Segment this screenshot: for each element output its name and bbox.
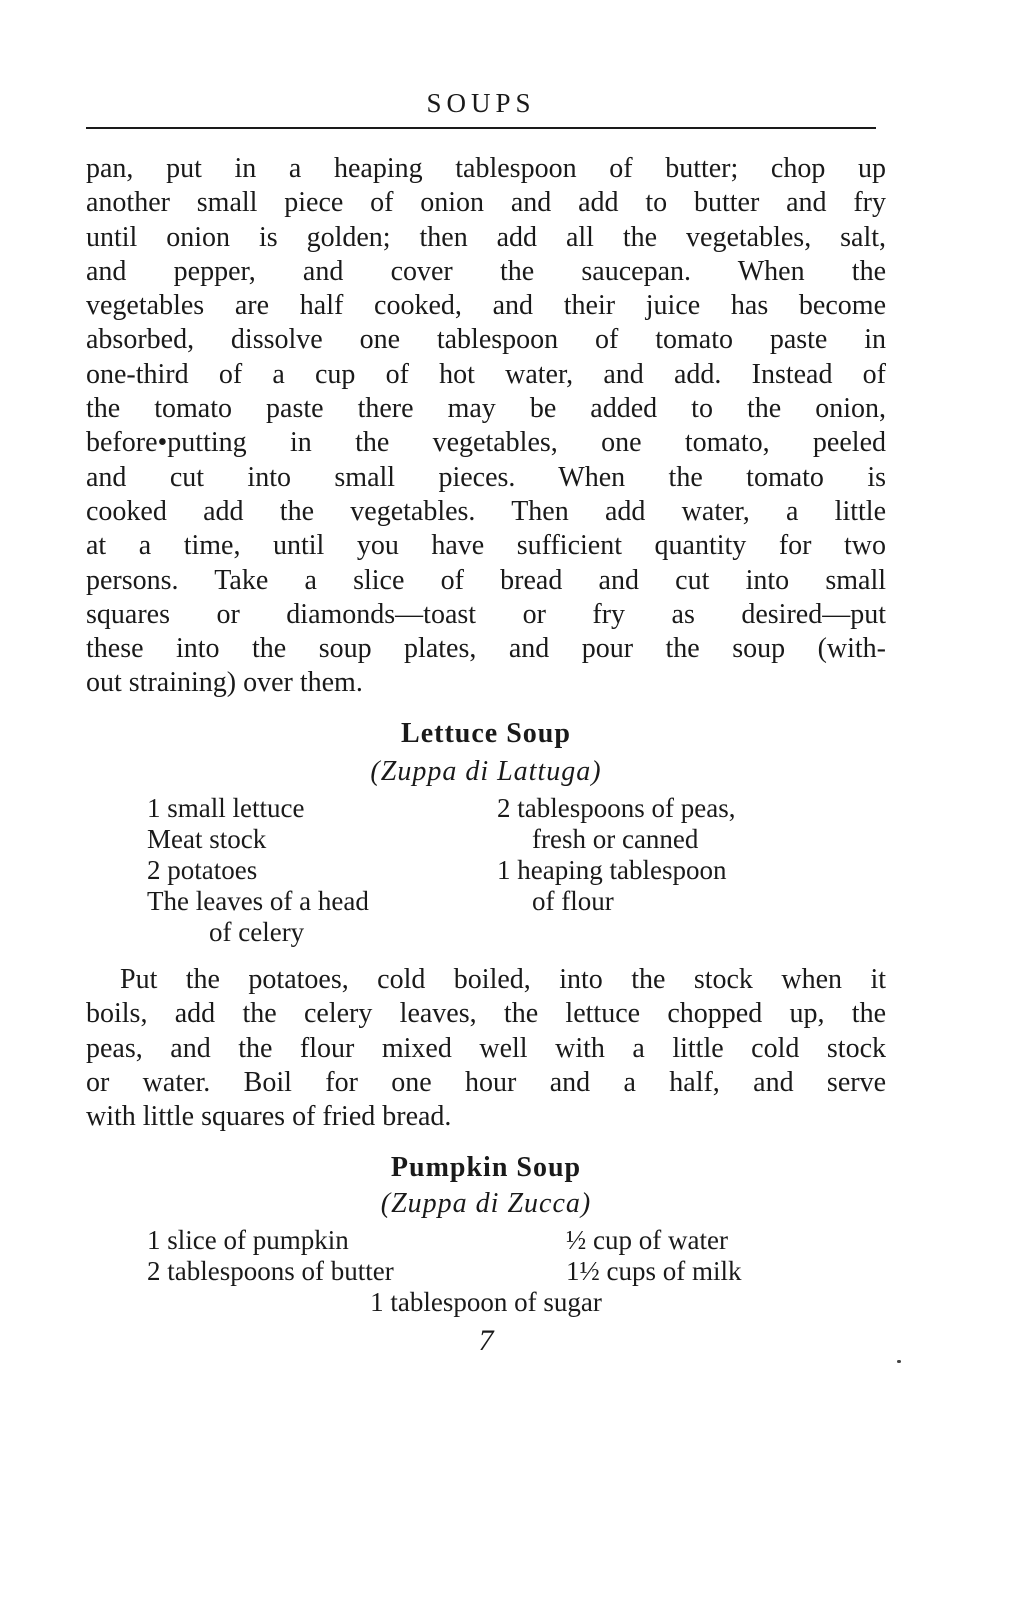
ingredient: 1½ cups of milk: [566, 1256, 742, 1286]
text-line: cooked add the vegetables. Then add water, a little: [86, 495, 886, 527]
text-line: out straining) over them.: [86, 667, 363, 699]
text-line: peas, and the flour mixed well with a little cold stock: [86, 1032, 886, 1064]
text-line: and cut into small pieces. When the tomato is: [86, 461, 886, 493]
text-line: until onion is golden; then add all the vegetables, salt,: [86, 221, 886, 253]
ingredient: 1 tablespoon of sugar: [370, 1287, 602, 1317]
text-line: vegetables are half cooked, and their juice has become: [86, 290, 886, 322]
pumpkin-soup-title: Pumpkin Soup: [390, 1152, 582, 1183]
ingredient: 1 small lettuce: [147, 793, 305, 823]
lettuce-soup-italian-title: (Zuppa di Lattuga): [370, 756, 602, 787]
ingredient: 2 tablespoons of butter: [147, 1256, 394, 1286]
pumpkin-ingredients-right: [566, 1225, 742, 1287]
lettuce-soup-directions: [86, 963, 886, 1134]
ingredient: 1 slice of pumpkin: [147, 1225, 349, 1255]
text-line: with little squares of fried bread.: [86, 1101, 452, 1133]
text-line: Put the potatoes, cold boiled, into the stock when it: [120, 964, 886, 995]
ingredient: 2 potatoes: [147, 855, 258, 885]
ingredient: 1 heaping tablespoon: [497, 855, 727, 885]
text-line: boils, add the celery leaves, the lettuce chopped up, the: [86, 998, 886, 1030]
text-line: before•putting in the vegetables, one tomato, peeled: [86, 427, 886, 459]
scan-speck: [897, 1360, 901, 1363]
ingredient-continuation: of celery: [209, 917, 305, 947]
ingredient: ½ cup of water: [566, 1225, 728, 1255]
text-line: another small piece of onion and add to butter and fry: [86, 187, 886, 219]
text-line: these into the soup plates, and pour the soup (with-: [86, 633, 886, 665]
page-number: 7: [478, 1324, 494, 1357]
ingredient: Meat stock: [147, 824, 267, 854]
text-line: the tomato paste there may be added to the onion,: [86, 393, 886, 425]
text-line: pan, put in a heaping tablespoon of butter; chop up: [86, 153, 886, 184]
pumpkin-soup-italian-title: (Zuppa di Zucca): [380, 1188, 592, 1219]
lettuce-ingredients-left: [147, 793, 369, 948]
ingredient: The leaves of a head: [147, 886, 369, 916]
ingredient-continuation: fresh or canned: [532, 824, 699, 854]
pumpkin-ingredients-center: [86, 1287, 886, 1318]
text-line: and pepper, and cover the saucepan. When the: [86, 255, 886, 287]
lettuce-soup-title: Lettuce Soup: [401, 718, 571, 749]
ingredient: 2 tablespoons of peas,: [497, 793, 736, 823]
running-head: SOUPS: [426, 88, 536, 118]
text-line: one-third of a cup of hot water, and add. Instead of: [86, 358, 886, 390]
text-line: or water. Boil for one hour and a half, and serve: [86, 1066, 886, 1098]
lettuce-ingredients-right: [497, 793, 735, 917]
text-line: absorbed, dissolve one tablespoon of tomato paste in: [86, 324, 886, 356]
pumpkin-ingredients-left: [147, 1225, 394, 1287]
ingredient-continuation: of flour: [532, 886, 614, 916]
continued-recipe-paragraph: [86, 152, 886, 701]
text-line: persons. Take a slice of bread and cut into small: [86, 564, 886, 596]
header-rule: [86, 127, 876, 129]
text-line: squares or diamonds—toast or fry as desired—put: [86, 598, 886, 630]
text-line: at a time, until you have sufficient quantity for two: [86, 530, 886, 562]
